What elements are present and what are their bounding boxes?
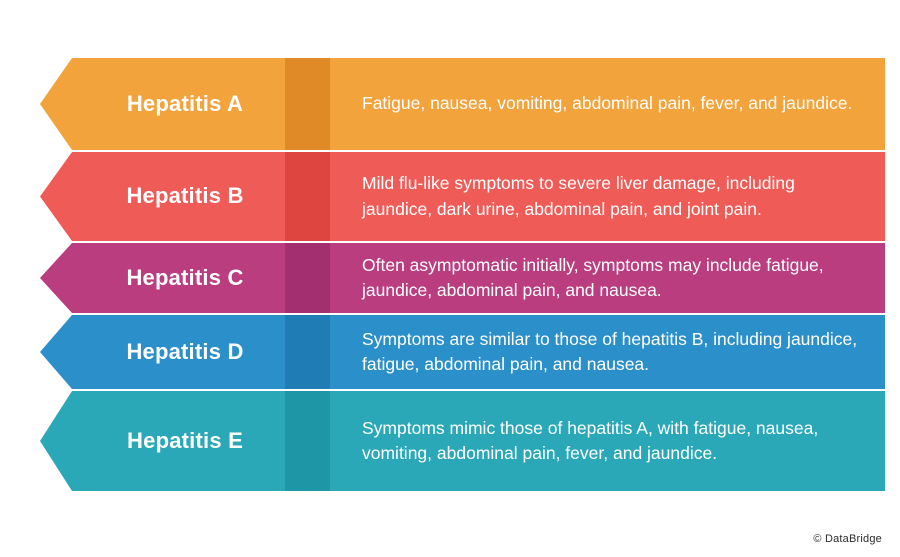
symptoms-text: Mild flu-like symptoms to severe liver damage, including jaundice, dark urine, abdominal pain, and joint pain. xyxy=(362,173,795,219)
symptoms-text: Symptoms mimic those of hepatitis A, with fatigue, nausea, vomiting, abdominal pain, fever, and jaundice. xyxy=(362,417,819,463)
symptoms-panel xyxy=(330,243,885,313)
symptoms-panel xyxy=(330,315,885,389)
type-label: Hepatitis B xyxy=(126,183,244,209)
type-arrow xyxy=(40,58,330,150)
type-arrow xyxy=(40,315,330,389)
diagram-row xyxy=(40,315,885,389)
symptoms-text: Fatigue, nausea, vomiting, abdominal pain, fever, and jaundice. xyxy=(362,93,853,114)
symptoms-text: Symptoms are similar to those of hepatitis B, including jaundice, fatigue, abdominal pain, and nausea. xyxy=(362,328,858,374)
symptoms-panel xyxy=(330,391,885,491)
type-label: Hepatitis C xyxy=(126,264,244,290)
diagram-row xyxy=(40,58,885,150)
type-arrow xyxy=(40,152,330,241)
diagram-row xyxy=(40,243,885,313)
symptoms-panel xyxy=(330,152,885,241)
credit-label: © DataBridge xyxy=(813,533,882,545)
type-label: Hepatitis A xyxy=(126,90,244,116)
type-arrow xyxy=(40,391,330,491)
diagram-row xyxy=(40,152,885,241)
diagram-row xyxy=(40,391,885,491)
type-label: Hepatitis D xyxy=(126,338,244,364)
type-arrow xyxy=(40,243,330,313)
symptoms-panel xyxy=(330,58,885,150)
symptoms-text: Often asymptomatic initially, symptoms may include fatigue, jaundice, abdominal pain, and nausea. xyxy=(362,254,824,300)
type-label: Hepatitis E xyxy=(127,427,243,453)
